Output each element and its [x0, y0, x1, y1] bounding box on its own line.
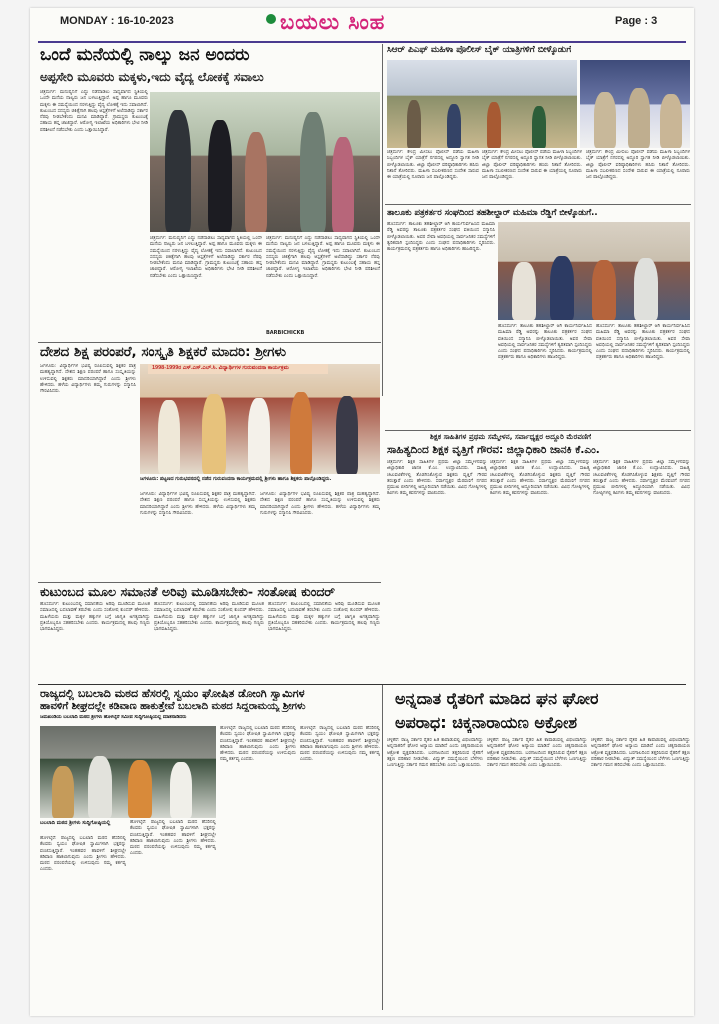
story5-body: ಚಿತ್ರದುರ್ಗ: ಕೇಂದ್ರ ಮೀಸಲು ಪೊಲೀಸ್ ಪಡೆಯ ಮಹಿಳಾ ಸಿಬ್ಬಂದಿಗಳ ಬೈಕ್ ಯಾತ್ರೆಗೆ ನಗರದಲ್ಲಿ ಅದ್ದೂರಿ ಸ್ವಾಗತ ನೀಡಿ ಬೀಳ್ಕೊಡಲಾಯಿತು. ಜಿಲ್ಲಾ ಪೊಲೀಸ್ ವರಿಷ್ಠಾಧಿಕಾರಿಗಳು ಹಸಿರು ನಿಶಾನೆ ತೋರಿದರು. ಮಹಿಳಾ ಸಬಲೀಕರಣದ ಸಂದೇಶ ಸಾರುವ ಈ ಯಾತ್ರೆಯಲ್ಲಿ ನೂರಾರು ಜನ ಪಾಲ್ಗೊಂಡಿದ್ದರು. [387, 150, 479, 181]
newspaper-title: ಬಯಲು ಸಿಂಹ [280, 10, 386, 34]
story2-body-col2: ಜಗಳೂರು: ವಿದ್ಯಾರ್ಥಿಗಳ ಭವಿಷ್ಯ ರೂಪಿಸುವಲ್ಲಿ ಶಿಕ್ಷಕರ ಪಾತ್ರ ಮಹತ್ವದ್ದಾಗಿದೆ. ದೇಶದ ಶಿಕ್ಷಣ ಪರಂಪರೆ ಹಾಗೂ ಸಂಸ್ಕೃತಿಯನ್ನು ಉಳಿಸುವಲ್ಲಿ ಶಿಕ್ಷಕರು ಮಾದರಿಯಾಗಿದ್ದಾರೆ ಎಂದು ಶ್ರೀಗಳು ಹೇಳಿದರು. ಹಳೆಯ ವಿದ್ಯಾರ್ಥಿಗಳು ತಮ್ಮ ಗುರುಗಳನ್ನು ಸನ್ಮಾನಿಸಿ ಗೌರವಿಸಿದರು. [140, 492, 256, 516]
story-divider [38, 342, 381, 343]
story5-body-col3: ಚಿತ್ರದುರ್ಗ: ಕೇಂದ್ರ ಮೀಸಲು ಪೊಲೀಸ್ ಪಡೆಯ ಮಹಿಳಾ ಸಿಬ್ಬಂದಿಗಳ ಬೈಕ್ ಯಾತ್ರೆಗೆ ನಗರದಲ್ಲಿ ಅದ್ದೂರಿ ಸ್ವಾಗತ ನೀಡಿ ಬೀಳ್ಕೊಡಲಾಯಿತು. ಜಿಲ್ಲಾ ಪೊಲೀಸ್ ವರಿಷ್ಠಾಧಿಕಾರಿಗಳು ಹಸಿರು ನಿಶಾನೆ ತೋರಿದರು. ಮಹಿಳಾ ಸಬಲೀಕರಣದ ಸಂದೇಶ ಸಾರುವ ಈ ಯಾತ್ರೆಯಲ್ಲಿ ನೂರಾರು ಜನ ಪಾಲ್ಗೊಂಡಿದ್ದರು. [586, 150, 690, 181]
story6-headline: ತಾಲೂಕು ಪತ್ರಕರ್ತರ ಸಂಘದಿಂದ ತಹಶೀಲ್ದಾರ್ ಮಹಿಮಾ ರೆಡ್ಡಿಗೆ ಬೀಳ್ಕೊಡುಗೆ.. [387, 207, 598, 217]
story6-body: ಹೊಸದುರ್ಗ: ತಾಲೂಕು ತಹಶೀಲ್ದಾರ್ ಆಗಿ ಕಾರ್ಯನಿರ್ವಹಿಸಿದ ಮಹಿಮಾ ರೆಡ್ಡಿ ಅವರನ್ನು ತಾಲೂಕು ಪತ್ರಕರ್ತರ ಸಂಘದ ವತಿಯಿಂದ ಸನ್ಮಾನಿಸಿ ಬೀಳ್ಕೊಡಲಾಯಿತು. ಅವರ ಸೇವಾ ಅವಧಿಯಲ್ಲಿ ಸಾರ್ವಜನಿಕರ ಸಮಸ್ಯೆಗಳಿಗೆ ತ್ವರಿತವಾಗಿ ಸ್ಪಂದಿಸಿದ್ದರು ಎಂದು ಸಂಘದ ಪದಾಧಿಕಾರಿಗಳು ಸ್ಮರಿಸಿದರು. ಕಾರ್ಯಕ್ರಮದಲ್ಲಿ ಪತ್ರಕರ್ತರು ಹಾಗೂ ಅಧಿಕಾರಿಗಳು ಹಾಜರಿದ್ದರು. [387, 222, 495, 253]
column-divider [382, 44, 383, 396]
story4-photo [40, 726, 216, 818]
story6-photo [498, 222, 690, 320]
story1-body-col2: ಚಿತ್ರದುರ್ಗ: ಮನುಷ್ಯನಿಗೆ ಎದ್ದು ನಡೆದಾಡಲು ಸಾಧ್ಯವಾಗದ ಸ್ಥಿತಿಯಲ್ಲಿ ಒಂದೇ ಮನೆಯ ನಾಲ್ವರು ಜನ ಬಳಲುತ್ತಿದ್ದಾರೆ. ಅಪ್ಪ ಹಾಗೂ ಮೂವರು ಮಕ್ಕಳು ಈ ಸಮಸ್ಯೆಯಿಂದ ನರಳುತ್ತಿದ್ದು ವೈದ್ಯ ಲೋಕಕ್ಕೆ ಇದು ಸವಾಲಾಗಿದೆ. ಕುಟುಂಬದ ಸದಸ್ಯರು ಚಿಕಿತ್ಸೆಗಾಗಿ ಹಲವು ಆಸ್ಪತ್ರೆಗಳಿಗೆ ಅಲೆದಾಡಿದ್ದು ಸರ್ಕಾರ ನೆರವು ನೀಡಬೇಕೆಂದು ಮನವಿ ಮಾಡಿದ್ದಾರೆ. ಗ್ರಾಮಸ್ಥರು ಕುಟುಂಬಕ್ಕೆ ಸಹಾಯ ಹಸ್ತ ಚಾಚಿದ್ದಾರೆ. ಆರೋಗ್ಯ ಇಲಾಖೆಯ ಅಧಿಕಾರಿಗಳು ಭೇಟಿ ನೀಡಿ ಪರಿಶೀಲನೆ ನಡೆಸಬೇಕು ಎಂದು ಒತ್ತಾಯಿಸಿದ್ದಾರೆ. [150, 236, 262, 279]
story2-photo [140, 364, 380, 474]
story8-headline-line1: ಅನ್ನದಾತ ರೈತರಿಗೆ ಮಾಡಿದ ಘನ ಘೋರ [395, 689, 599, 708]
story1-headline: ಒಂದೆ ಮನೆಯಲ್ಲಿ ನಾಲ್ಕು ಜನ ಅಂದರು [40, 45, 250, 65]
story2-headline: ದೇಶದ ಶಿಕ್ಷ ಪರಂಪರೆ, ಸಂಸ್ಕೃತಿ ಶಿಕ್ಷಕರೆ ಮಾದರಿ: ಶ್ರೀಗಳು [40, 344, 287, 360]
story7-body-col2: ಚಿತ್ರದುರ್ಗ: ಶಿಕ್ಷಕ ಸಾಹಿತಿಗಳ ಪ್ರಥಮ ಜಿಲ್ಲಾ ಸಮ್ಮೇಳನವನ್ನು ಜಿಲ್ಲಾಧಿಕಾರಿ ಜಾನಕಿ ಕೆ.ಎಂ. ಉದ್ಘಾಟಿಸಿದರು. ಸಾಹಿತ್ಯ ಚಟುವಟಿಕೆಗಳಲ್ಲಿ ತೊಡಗಿಸಿಕೊಳ್ಳುವ ಶಿಕ್ಷಕರು ವೃತ್ತಿಗೆ ಗೌರವ ತರುತ್ತಾರೆ ಎಂದು ಹೇಳಿದರು. ಸರ್ವಾಧ್ಯಕ್ಷರ ಮೆರವಣಿಗೆ ನಗರದ ಪ್ರಮುಖ ಬೀದಿಗಳಲ್ಲಿ ಅದ್ದೂರಿಯಾಗಿ ನಡೆಯಿತು. ವಿವಿಧ ಗೋಷ್ಠಿಗಳಲ್ಲಿ ಕವಿಗಳು ತಮ್ಮ ಕವನಗಳನ್ನು ವಾಚಿಸಿದರು. [490, 460, 590, 497]
story3-body: ಹೊಸದುರ್ಗ: ಕುಟುಂಬದಲ್ಲಿ ಸಮಾನತೆಯ ಅರಿವು ಮೂಡಿಸುವ ಮೂಲಕ ಸಮಾಜದಲ್ಲಿ ಬದಲಾವಣೆ ತರಬೇಕು ಎಂದು ಸಂತೋಷ ಕುಂದರ್ ಹೇಳಿದರು. ಮಹಿಳೆಯರು ಮತ್ತು ಮಕ್ಕಳ ಹಕ್ಕುಗಳ ಬಗ್ಗೆ ಜಾಗೃತಿ ಅಗತ್ಯವಾಗಿದ್ದು ಪ್ರತಿಯೊಬ್ಬರೂ ಸಹಕರಿಸಬೇಕು ಎಂದರು. ಕಾರ್ಯಕ್ರಮದಲ್ಲಿ ಹಲವು ಗಣ್ಯರು ಭಾಗವಹಿಸಿದ್ದರು. [40, 602, 150, 633]
story-divider [38, 582, 381, 583]
story4-caption: ಬಬಲಾದಿ ಮಠದ ಶ್ರೀಗಳು ಸುದ್ದಿಗೋಷ್ಠಿಯಲ್ಲಿ [40, 820, 111, 826]
story5-headline: ಸಿಆರ್ ಪಿಎಫ್ ಮಹಿಳಾ ಪೊಲೀಸ್ ಬೈಕ್ ಯಾತ್ರಿಗಳಿಗೆ ಬೀಳ್ಕೊಡುಗೆ [387, 45, 572, 55]
masthead-rule [38, 41, 686, 43]
story3-body-col3: ಹೊಸದುರ್ಗ: ಕುಟುಂಬದಲ್ಲಿ ಸಮಾನತೆಯ ಅರಿವು ಮೂಡಿಸುವ ಮೂಲಕ ಸಮಾಜದಲ್ಲಿ ಬದಲಾವಣೆ ತರಬೇಕು ಎಂದು ಸಂತೋಷ ಕುಂದರ್ ಹೇಳಿದರು. ಮಹಿಳೆಯರು ಮತ್ತು ಮಕ್ಕಳ ಹಕ್ಕುಗಳ ಬಗ್ಗೆ ಜಾಗೃತಿ ಅಗತ್ಯವಾಗಿದ್ದು ಪ್ರತಿಯೊಬ್ಬರೂ ಸಹಕರಿಸಬೇಕು ಎಂದರು. ಕಾರ್ಯಕ್ರಮದಲ್ಲಿ ಹಲವು ಗಣ್ಯರು ಭಾಗವಹಿಸಿದ್ದರು. [268, 602, 380, 633]
story7-headline: ಸಾಹಿತ್ಯದಿಂದ ಶಿಕ್ಷಕ ವೃತ್ತಿಗೆ ಗೌರವ: ಜಿಲ್ಲಾಧಿಕಾರಿ ಜಾನಕಿ ಕೆ.ಎಂ. [387, 444, 600, 456]
story4-body: ಹೊಳಲ್ಕೆರೆ: ರಾಜ್ಯದಲ್ಲಿ ಬಬಲಾದಿ ಮಠದ ಹೆಸರಿನಲ್ಲಿ ಕೆಲವರು ಸ್ವಯಂ ಘೋಷಿತ ಸ್ವಾಮಿಗಳಾಗಿ ಭಕ್ತರನ್ನು ವಂಚಿಸುತ್ತಿದ್ದಾರೆ. ಇಂತಹವರ ಹಾವಳಿಗೆ ಶೀಘ್ರದಲ್ಲೇ ಕಡಿವಾಣ ಹಾಕಲಾಗುವುದು ಎಂದು ಶ್ರೀಗಳು ಹೇಳಿದರು. ಮಠದ ಪರಂಪರೆಯನ್ನು ಉಳಿಸುವುದು ನಮ್ಮ ಕರ್ತವ್ಯ ಎಂದರು. [40, 836, 126, 873]
story4-headline-line1: ರಾಜ್ಯದಲ್ಲಿ ಬಬಲಾದಿ ಮಠದ ಹೆಸರಲ್ಲಿ ಸ್ವಯಂ ಘೋಷಿತ ಡೋಂಗಿ ಸ್ವಾಮಿಗಳ [40, 687, 305, 700]
story4-kicker: ಜಮಖಂಡಿಯ ಬಬಲಾದಿ ಮಠದ ಶ್ರೀಗಳು ಹೊಳಲ್ಕೆರೆ ಸಮೀಪ ಸುದ್ದಿಗೋಷ್ಠಿಯಲ್ಲಿ ಮಾತನಾಡಿದರು [40, 715, 187, 720]
story4-body-col4: ಹೊಳಲ್ಕೆರೆ: ರಾಜ್ಯದಲ್ಲಿ ಬಬಲಾದಿ ಮಠದ ಹೆಸರಿನಲ್ಲಿ ಕೆಲವರು ಸ್ವಯಂ ಘೋಷಿತ ಸ್ವಾಮಿಗಳಾಗಿ ಭಕ್ತರನ್ನು ವಂಚಿಸುತ್ತಿದ್ದಾರೆ. ಇಂತಹವರ ಹಾವಳಿಗೆ ಶೀಘ್ರದಲ್ಲೇ ಕಡಿವಾಣ ಹಾಕಲಾಗುವುದು ಎಂದು ಶ್ರೀಗಳು ಹೇಳಿದರು. ಮಠದ ಪರಂಪರೆಯನ್ನು ಉಳಿಸುವುದು ನಮ್ಮ ಕರ್ತವ್ಯ ಎಂದರು. [300, 726, 380, 763]
story1-photo [150, 92, 380, 232]
story2-photo-banner: 1998-1999ರ ಎಸ್.ಎಸ್.ಎಲ್.ಸಿ. ವಿದ್ಯಾರ್ಥಿಗಳ ಗುರುವಂದನಾ ಕಾರ್ಯಕ್ರಮ [152, 365, 289, 371]
story4-headline-line2: ಹಾವಳಿಗೆ ಶೀಘ್ರದಲ್ಲೇ ಕಡಿವಾಣ ಹಾಕುತ್ತೇವೆ ಬಬಲಾದಿ ಮಠದ ಸಿದ್ಧರಾಮಯ್ಯ ಶ್ರೀಗಳು [40, 701, 306, 712]
story-divider [385, 204, 691, 205]
story2-body-col3: ಜಗಳೂರು: ವಿದ್ಯಾರ್ಥಿಗಳ ಭವಿಷ್ಯ ರೂಪಿಸುವಲ್ಲಿ ಶಿಕ್ಷಕರ ಪಾತ್ರ ಮಹತ್ವದ್ದಾಗಿದೆ. ದೇಶದ ಶಿಕ್ಷಣ ಪರಂಪರೆ ಹಾಗೂ ಸಂಸ್ಕೃತಿಯನ್ನು ಉಳಿಸುವಲ್ಲಿ ಶಿಕ್ಷಕರು ಮಾದರಿಯಾಗಿದ್ದಾರೆ ಎಂದು ಶ್ರೀಗಳು ಹೇಳಿದರು. ಹಳೆಯ ವಿದ್ಯಾರ್ಥಿಗಳು ತಮ್ಮ ಗುರುಗಳನ್ನು ಸನ್ಮಾನಿಸಿ ಗೌರವಿಸಿದರು. [260, 492, 380, 516]
story2-body: ಜಗಳೂರು: ವಿದ್ಯಾರ್ಥಿಗಳ ಭವಿಷ್ಯ ರೂಪಿಸುವಲ್ಲಿ ಶಿಕ್ಷಕರ ಪಾತ್ರ ಮಹತ್ವದ್ದಾಗಿದೆ. ದೇಶದ ಶಿಕ್ಷಣ ಪರಂಪರೆ ಹಾಗೂ ಸಂಸ್ಕೃತಿಯನ್ನು ಉಳಿಸುವಲ್ಲಿ ಶಿಕ್ಷಕರು ಮಾದರಿಯಾಗಿದ್ದಾರೆ ಎಂದು ಶ್ರೀಗಳು ಹೇಳಿದರು. ಹಳೆಯ ವಿದ್ಯಾರ್ಥಿಗಳು ತಮ್ಮ ಗುರುಗಳನ್ನು ಸನ್ಮಾನಿಸಿ ಗೌರವಿಸಿದರು. [40, 364, 136, 395]
page-number: Page : 3 [615, 15, 658, 27]
issue-date: MONDAY : 16-10-2023 [60, 15, 174, 27]
column-divider [382, 685, 383, 1010]
newspaper-page [30, 8, 694, 1016]
story6-body-col2: ಹೊಸದುರ್ಗ: ತಾಲೂಕು ತಹಶೀಲ್ದಾರ್ ಆಗಿ ಕಾರ್ಯನಿರ್ವಹಿಸಿದ ಮಹಿಮಾ ರೆಡ್ಡಿ ಅವರನ್ನು ತಾಲೂಕು ಪತ್ರಕರ್ತರ ಸಂಘದ ವತಿಯಿಂದ ಸನ್ಮಾನಿಸಿ ಬೀಳ್ಕೊಡಲಾಯಿತು. ಅವರ ಸೇವಾ ಅವಧಿಯಲ್ಲಿ ಸಾರ್ವಜನಿಕರ ಸಮಸ್ಯೆಗಳಿಗೆ ತ್ವರಿತವಾಗಿ ಸ್ಪಂದಿಸಿದ್ದರು ಎಂದು ಸಂಘದ ಪದಾಧಿಕಾರಿಗಳು ಸ್ಮರಿಸಿದರು. ಕಾರ್ಯಕ್ರಮದಲ್ಲಿ ಪತ್ರಕರ್ತರು ಹಾಗೂ ಅಧಿಕಾರಿಗಳು ಹಾಜರಿದ್ದರು. [498, 324, 592, 361]
story4-body-col2: ಹೊಳಲ್ಕೆರೆ: ರಾಜ್ಯದಲ್ಲಿ ಬಬಲಾದಿ ಮಠದ ಹೆಸರಿನಲ್ಲಿ ಕೆಲವರು ಸ್ವಯಂ ಘೋಷಿತ ಸ್ವಾಮಿಗಳಾಗಿ ಭಕ್ತರನ್ನು ವಂಚಿಸುತ್ತಿದ್ದಾರೆ. ಇಂತಹವರ ಹಾವಳಿಗೆ ಶೀಘ್ರದಲ್ಲೇ ಕಡಿವಾಣ ಹಾಕಲಾಗುವುದು ಎಂದು ಶ್ರೀಗಳು ಹೇಳಿದರು. ಮಠದ ಪರಂಪರೆಯನ್ನು ಉಳಿಸುವುದು ನಮ್ಮ ಕರ್ತವ್ಯ ಎಂದರು. [130, 820, 216, 857]
story8-body-col3: ಚಳ್ಳಕೆರೆ: ರಾಜ್ಯ ಸರ್ಕಾರ ರೈತರ ಹಿತ ಕಾಪಾಡುವಲ್ಲಿ ವಿಫಲವಾಗಿದ್ದು ಅನ್ನದಾತರಿಗೆ ಘೋರ ಅನ್ಯಾಯ ಮಾಡಿದೆ ಎಂದು ಚಿಕ್ಕನಾರಾಯಣ ಆಕ್ರೋಶ ವ್ಯಕ್ತಪಡಿಸಿದರು. ಬರಗಾಲದಿಂದ ತತ್ತರಿಸಿರುವ ರೈತರಿಗೆ ತಕ್ಷಣ ಪರಿಹಾರ ನೀಡಬೇಕು. ವಿದ್ಯುತ್ ಸಮಸ್ಯೆಯಿಂದ ಬೆಳೆಗಳು ಒಣಗುತ್ತಿದ್ದು ಸರ್ಕಾರ ಗಮನ ಹರಿಸಬೇಕು ಎಂದು ಒತ್ತಾಯಿಸಿದರು. [591, 738, 690, 769]
story1-body-col3: ಚಿತ್ರದುರ್ಗ: ಮನುಷ್ಯನಿಗೆ ಎದ್ದು ನಡೆದಾಡಲು ಸಾಧ್ಯವಾಗದ ಸ್ಥಿತಿಯಲ್ಲಿ ಒಂದೇ ಮನೆಯ ನಾಲ್ವರು ಜನ ಬಳಲುತ್ತಿದ್ದಾರೆ. ಅಪ್ಪ ಹಾಗೂ ಮೂವರು ಮಕ್ಕಳು ಈ ಸಮಸ್ಯೆಯಿಂದ ನರಳುತ್ತಿದ್ದು ವೈದ್ಯ ಲೋಕಕ್ಕೆ ಇದು ಸವಾಲಾಗಿದೆ. ಕುಟುಂಬದ ಸದಸ್ಯರು ಚಿಕಿತ್ಸೆಗಾಗಿ ಹಲವು ಆಸ್ಪತ್ರೆಗಳಿಗೆ ಅಲೆದಾಡಿದ್ದು ಸರ್ಕಾರ ನೆರವು ನೀಡಬೇಕೆಂದು ಮನವಿ ಮಾಡಿದ್ದಾರೆ. ಗ್ರಾಮಸ್ಥರು ಕುಟುಂಬಕ್ಕೆ ಸಹಾಯ ಹಸ್ತ ಚಾಚಿದ್ದಾರೆ. ಆರೋಗ್ಯ ಇಲಾಖೆಯ ಅಧಿಕಾರಿಗಳು ಭೇಟಿ ನೀಡಿ ಪರಿಶೀಲನೆ ನಡೆಸಬೇಕು ಎಂದು ಒತ್ತಾಯಿಸಿದ್ದಾರೆ. [266, 236, 380, 279]
story8-body: ಚಳ್ಳಕೆರೆ: ರಾಜ್ಯ ಸರ್ಕಾರ ರೈತರ ಹಿತ ಕಾಪಾಡುವಲ್ಲಿ ವಿಫಲವಾಗಿದ್ದು ಅನ್ನದಾತರಿಗೆ ಘೋರ ಅನ್ಯಾಯ ಮಾಡಿದೆ ಎಂದು ಚಿಕ್ಕನಾರಾಯಣ ಆಕ್ರೋಶ ವ್ಯಕ್ತಪಡಿಸಿದರು. ಬರಗಾಲದಿಂದ ತತ್ತರಿಸಿರುವ ರೈತರಿಗೆ ತಕ್ಷಣ ಪರಿಹಾರ ನೀಡಬೇಕು. ವಿದ್ಯುತ್ ಸಮಸ್ಯೆಯಿಂದ ಬೆಳೆಗಳು ಒಣಗುತ್ತಿದ್ದು ಸರ್ಕಾರ ಗಮನ ಹರಿಸಬೇಕು ಎಂದು ಒತ್ತಾಯಿಸಿದರು. [387, 738, 483, 769]
story1-subhead: ಅಪ್ಪಸೇರಿ ಮೂವರು ಮಕ್ಕಳು,ಇದು ವೈದ್ಯ ಲೋಕಕ್ಕೆ ಸವಾಲು [40, 70, 264, 84]
section-rule [38, 684, 686, 685]
story7-body-col3: ಚಿತ್ರದುರ್ಗ: ಶಿಕ್ಷಕ ಸಾಹಿತಿಗಳ ಪ್ರಥಮ ಜಿಲ್ಲಾ ಸಮ್ಮೇಳನವನ್ನು ಜಿಲ್ಲಾಧಿಕಾರಿ ಜಾನಕಿ ಕೆ.ಎಂ. ಉದ್ಘಾಟಿಸಿದರು. ಸಾಹಿತ್ಯ ಚಟುವಟಿಕೆಗಳಲ್ಲಿ ತೊಡಗಿಸಿಕೊಳ್ಳುವ ಶಿಕ್ಷಕರು ವೃತ್ತಿಗೆ ಗೌರವ ತರುತ್ತಾರೆ ಎಂದು ಹೇಳಿದರು. ಸರ್ವಾಧ್ಯಕ್ಷರ ಮೆರವಣಿಗೆ ನಗರದ ಪ್ರಮುಖ ಬೀದಿಗಳಲ್ಲಿ ಅದ್ದೂರಿಯಾಗಿ ನಡೆಯಿತು. ವಿವಿಧ ಗೋಷ್ಠಿಗಳಲ್ಲಿ ಕವಿಗಳು ತಮ್ಮ ಕವನಗಳನ್ನು ವಾಚಿಸಿದರು. [593, 460, 690, 497]
story6-body-col3: ಹೊಸದುರ್ಗ: ತಾಲೂಕು ತಹಶೀಲ್ದಾರ್ ಆಗಿ ಕಾರ್ಯನಿರ್ವಹಿಸಿದ ಮಹಿಮಾ ರೆಡ್ಡಿ ಅವರನ್ನು ತಾಲೂಕು ಪತ್ರಕರ್ತರ ಸಂಘದ ವತಿಯಿಂದ ಸನ್ಮಾನಿಸಿ ಬೀಳ್ಕೊಡಲಾಯಿತು. ಅವರ ಸೇವಾ ಅವಧಿಯಲ್ಲಿ ಸಾರ್ವಜನಿಕರ ಸಮಸ್ಯೆಗಳಿಗೆ ತ್ವರಿತವಾಗಿ ಸ್ಪಂದಿಸಿದ್ದರು ಎಂದು ಸಂಘದ ಪದಾಧಿಕಾರಿಗಳು ಸ್ಮರಿಸಿದರು. ಕಾರ್ಯಕ್ರಮದಲ್ಲಿ ಪತ್ರಕರ್ತರು ಹಾಗೂ ಅಧಿಕಾರಿಗಳು ಹಾಜರಿದ್ದರು. [596, 324, 690, 361]
story1-body: ಚಿತ್ರದುರ್ಗ: ಮನುಷ್ಯನಿಗೆ ಎದ್ದು ನಡೆದಾಡಲು ಸಾಧ್ಯವಾಗದ ಸ್ಥಿತಿಯಲ್ಲಿ ಒಂದೇ ಮನೆಯ ನಾಲ್ವರು ಜನ ಬಳಲುತ್ತಿದ್ದಾರೆ. ಅಪ್ಪ ಹಾಗೂ ಮೂವರು ಮಕ್ಕಳು ಈ ಸಮಸ್ಯೆಯಿಂದ ನರಳುತ್ತಿದ್ದು ವೈದ್ಯ ಲೋಕಕ್ಕೆ ಇದು ಸವಾಲಾಗಿದೆ. ಕುಟುಂಬದ ಸದಸ್ಯರು ಚಿಕಿತ್ಸೆಗಾಗಿ ಹಲವು ಆಸ್ಪತ್ರೆಗಳಿಗೆ ಅಲೆದಾಡಿದ್ದು ಸರ್ಕಾರ ನೆರವು ನೀಡಬೇಕೆಂದು ಮನವಿ ಮಾಡಿದ್ದಾರೆ. ಗ್ರಾಮಸ್ಥರು ಕುಟುಂಬಕ್ಕೆ ಸಹಾಯ ಹಸ್ತ ಚಾಚಿದ್ದಾರೆ. ಆರೋಗ್ಯ ಇಲಾಖೆಯ ಅಧಿಕಾರಿಗಳು ಭೇಟಿ ನೀಡಿ ಪರಿಶೀಲನೆ ನಡೆಸಬೇಕು ಎಂದು ಒತ್ತಾಯಿಸಿದ್ದಾರೆ. [40, 90, 148, 133]
story1-byline: BARBICHICKB [266, 330, 305, 336]
story5-photo-officers [580, 60, 690, 148]
story4-body-col3: ಹೊಳಲ್ಕೆರೆ: ರಾಜ್ಯದಲ್ಲಿ ಬಬಲಾದಿ ಮಠದ ಹೆಸರಿನಲ್ಲಿ ಕೆಲವರು ಸ್ವಯಂ ಘೋಷಿತ ಸ್ವಾಮಿಗಳಾಗಿ ಭಕ್ತರನ್ನು ವಂಚಿಸುತ್ತಿದ್ದಾರೆ. ಇಂತಹವರ ಹಾವಳಿಗೆ ಶೀಘ್ರದಲ್ಲೇ ಕಡಿವಾಣ ಹಾಕಲಾಗುವುದು ಎಂದು ಶ್ರೀಗಳು ಹೇಳಿದರು. ಮಠದ ಪರಂಪರೆಯನ್ನು ಉಳಿಸುವುದು ನಮ್ಮ ಕರ್ತವ್ಯ ಎಂದರು. [220, 726, 296, 763]
story5-body-col2: ಚಿತ್ರದುರ್ಗ: ಕೇಂದ್ರ ಮೀಸಲು ಪೊಲೀಸ್ ಪಡೆಯ ಮಹಿಳಾ ಸಿಬ್ಬಂದಿಗಳ ಬೈಕ್ ಯಾತ್ರೆಗೆ ನಗರದಲ್ಲಿ ಅದ್ದೂರಿ ಸ್ವಾಗತ ನೀಡಿ ಬೀಳ್ಕೊಡಲಾಯಿತು. ಜಿಲ್ಲಾ ಪೊಲೀಸ್ ವರಿಷ್ಠಾಧಿಕಾರಿಗಳು ಹಸಿರು ನಿಶಾನೆ ತೋರಿದರು. ಮಹಿಳಾ ಸಬಲೀಕರಣದ ಸಂದೇಶ ಸಾರುವ ಈ ಯಾತ್ರೆಯಲ್ಲಿ ನೂರಾರು ಜನ ಪಾಲ್ಗೊಂಡಿದ್ದರು. [482, 150, 582, 181]
story5-photo-rally [387, 60, 577, 148]
story3-headline: ಕುಟುಂಬದ ಮೂಲ ಸಮಾನತೆ ಅರಿವು ಮೂಡಿಸಬೇಕು- ಸಂತೋಷ ಕುಂದರ್ [40, 584, 335, 599]
story2-caption: ಜಗಳೂರು: ಪಟ್ಟಣದ ಗುರುಭವನದಲ್ಲಿ ನಡೆದ ಗುರುವಂದನಾ ಕಾರ್ಯಕ್ರಮದಲ್ಲಿ ಶ್ರೀಗಳು ಹಾಗೂ ಶಿಕ್ಷಕರು ಪಾಲ್ಗೊಂಡಿದ್ದರು. [140, 476, 332, 482]
story-divider [385, 430, 691, 431]
story7-body: ಚಿತ್ರದುರ್ಗ: ಶಿಕ್ಷಕ ಸಾಹಿತಿಗಳ ಪ್ರಥಮ ಜಿಲ್ಲಾ ಸಮ್ಮೇಳನವನ್ನು ಜಿಲ್ಲಾಧಿಕಾರಿ ಜಾನಕಿ ಕೆ.ಎಂ. ಉದ್ಘಾಟಿಸಿದರು. ಸಾಹಿತ್ಯ ಚಟುವಟಿಕೆಗಳಲ್ಲಿ ತೊಡಗಿಸಿಕೊಳ್ಳುವ ಶಿಕ್ಷಕರು ವೃತ್ತಿಗೆ ಗೌರವ ತರುತ್ತಾರೆ ಎಂದು ಹೇಳಿದರು. ಸರ್ವಾಧ್ಯಕ್ಷರ ಮೆರವಣಿಗೆ ನಗರದ ಪ್ರಮುಖ ಬೀದಿಗಳಲ್ಲಿ ಅದ್ದೂರಿಯಾಗಿ ನಡೆಯಿತು. ವಿವಿಧ ಗೋಷ್ಠಿಗಳಲ್ಲಿ ಕವಿಗಳು ತಮ್ಮ ಕವನಗಳನ್ನು ವಾಚಿಸಿದರು. [387, 460, 487, 497]
masthead [30, 8, 694, 44]
story8-headline-line2: ಅಪರಾಧ: ಚಿಕ್ಕನಾರಾಯಣ ಅಕ್ರೋಶ [395, 713, 578, 732]
story8-body-col2: ಚಳ್ಳಕೆರೆ: ರಾಜ್ಯ ಸರ್ಕಾರ ರೈತರ ಹಿತ ಕಾಪಾಡುವಲ್ಲಿ ವಿಫಲವಾಗಿದ್ದು ಅನ್ನದಾತರಿಗೆ ಘೋರ ಅನ್ಯಾಯ ಮಾಡಿದೆ ಎಂದು ಚಿಕ್ಕನಾರಾಯಣ ಆಕ್ರೋಶ ವ್ಯಕ್ತಪಡಿಸಿದರು. ಬರಗಾಲದಿಂದ ತತ್ತರಿಸಿರುವ ರೈತರಿಗೆ ತಕ್ಷಣ ಪರಿಹಾರ ನೀಡಬೇಕು. ವಿದ್ಯುತ್ ಸಮಸ್ಯೆಯಿಂದ ಬೆಳೆಗಳು ಒಣಗುತ್ತಿದ್ದು ಸರ್ಕಾರ ಗಮನ ಹರಿಸಬೇಕು ಎಂದು ಒತ್ತಾಯಿಸಿದರು. [487, 738, 587, 769]
story7-kicker: ಶಿಕ್ಷಕ ಸಾಹಿತಿಗಳ ಪ್ರಥಮ ಸಮ್ಮೇಳನ, ಸರ್ವಾಧ್ಯಕ್ಷರ ಅದ್ದೂರಿ ಮೆರವಣಿಗೆ [430, 432, 592, 441]
story3-body-col2: ಹೊಸದುರ್ಗ: ಕುಟುಂಬದಲ್ಲಿ ಸಮಾನತೆಯ ಅರಿವು ಮೂಡಿಸುವ ಮೂಲಕ ಸಮಾಜದಲ್ಲಿ ಬದಲಾವಣೆ ತರಬೇಕು ಎಂದು ಸಂತೋಷ ಕುಂದರ್ ಹೇಳಿದರು. ಮಹಿಳೆಯರು ಮತ್ತು ಮಕ್ಕಳ ಹಕ್ಕುಗಳ ಬಗ್ಗೆ ಜಾಗೃತಿ ಅಗತ್ಯವಾಗಿದ್ದು ಪ್ರತಿಯೊಬ್ಬರೂ ಸಹಕರಿಸಬೇಕು ಎಂದರು. ಕಾರ್ಯಕ್ರಮದಲ್ಲಿ ಹಲವು ಗಣ್ಯರು ಭಾಗವಹಿಸಿದ್ದರು. [154, 602, 264, 633]
masthead-logo-icon [266, 14, 276, 24]
